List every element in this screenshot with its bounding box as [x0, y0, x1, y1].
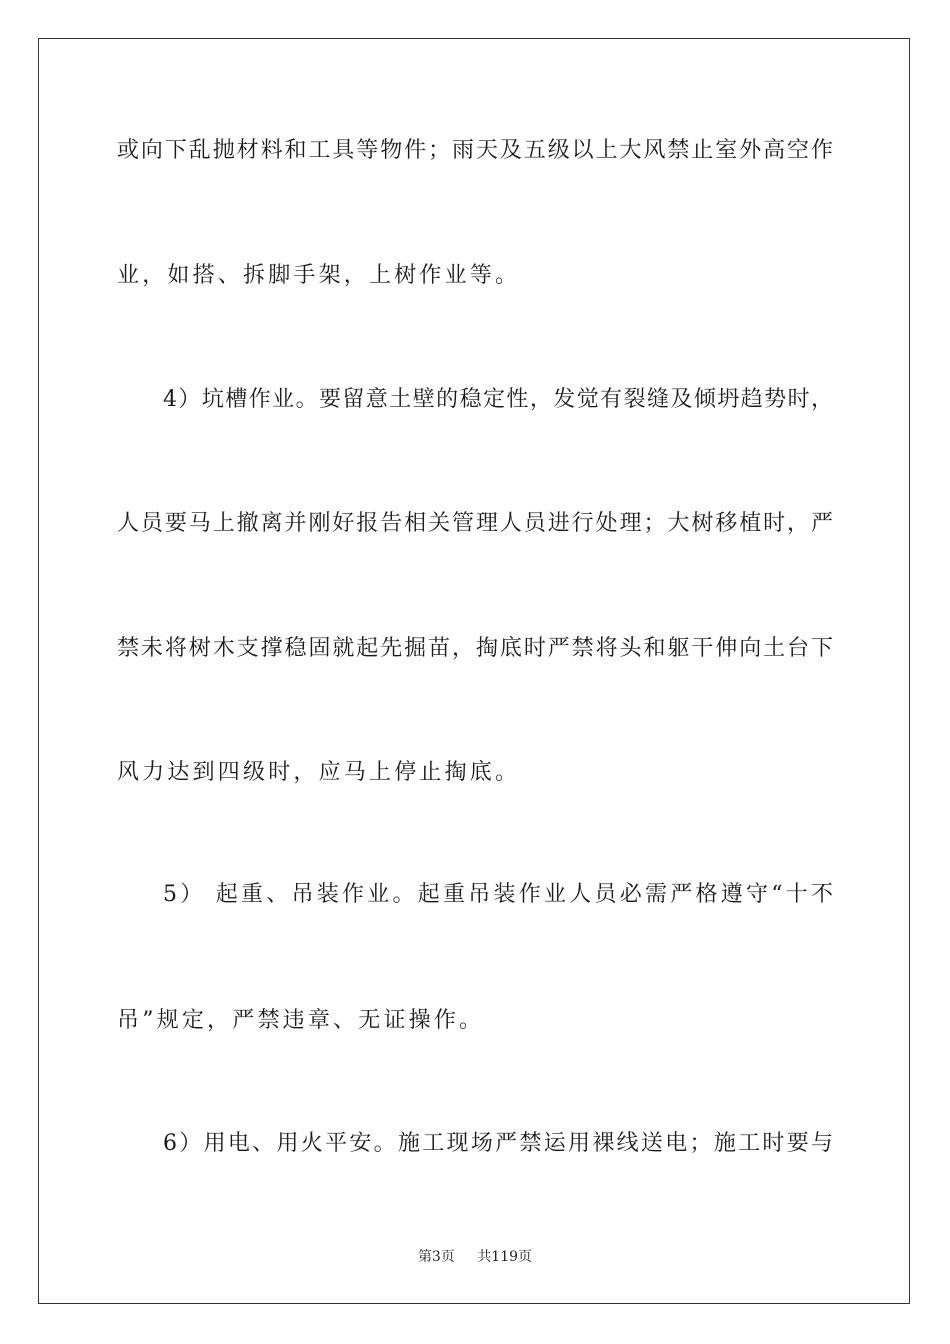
body-text-line: 或向下乱抛材料和工具等物件；雨天及五级以上大风禁止室外高空作 — [117, 138, 833, 163]
paragraph-6-start: 6）用电、用火平安。施工现场严禁运用裸线送电；施工时要与 — [163, 1131, 833, 1156]
paragraph-5-start: 5） 起重、吊装作业。起重吊装作业人员必需严格遵守“十不 — [163, 882, 833, 907]
body-text-line: 人员要马上撤离并刚好报告相关管理人员进行处理；大树移植时，严 — [117, 511, 833, 536]
page-number-current: 第3页 — [417, 1249, 455, 1265]
body-text-line: 风力达到四级时，应马上停止掏底。 — [117, 760, 521, 785]
paragraph-4-start: 4）坑槽作业。要留意土壁的稳定性，发觉有裂缝及倾坍趋势时， — [163, 387, 833, 412]
page-footer — [0, 1248, 950, 1266]
body-text-line: 禁未将树木支撑稳固就起先掘苗，掏底时严禁将头和躯干伸向土台下 — [117, 636, 833, 661]
page-number-total: 共119页 — [477, 1249, 533, 1265]
body-text-line: 业，如搭、拆脚手架，上树作业等。 — [117, 263, 521, 288]
page-border — [38, 38, 910, 1304]
body-text-line: 吊”规定，严禁违章、无证操作。 — [117, 1008, 485, 1033]
